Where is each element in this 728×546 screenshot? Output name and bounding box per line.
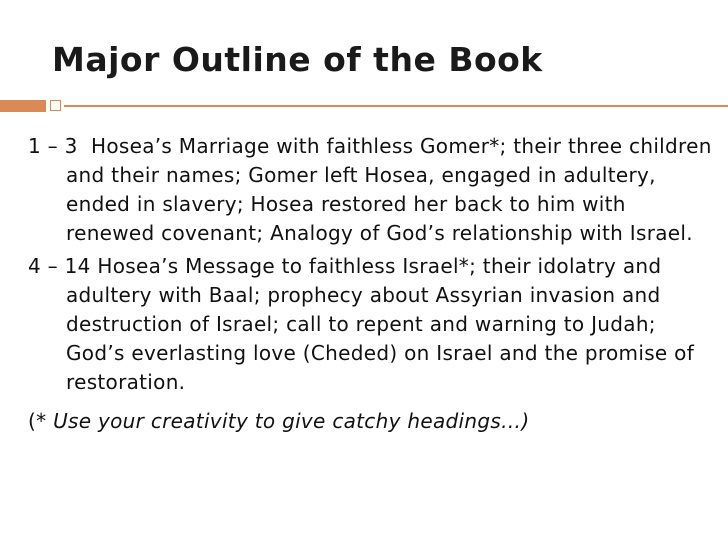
divider-line xyxy=(64,105,728,107)
outline-item-text: Hosea’s Message to faithless Israel*; their idolatry and adultery with Baal; prophecy about Assyrian invasion and destruction of Israel; call to repent and warning to Judah; God’s everlasting love (Cheded) on Israel and the promise of restoration. xyxy=(66,254,695,394)
outline-item-text: Hosea’s Marriage with faithless Gomer*; their three children and their names; Gomer left Hosea, engaged in adultery, ended in slavery; Hosea restored her back to him with renewed covenant; Analogy of God’s relationship with Israel. xyxy=(66,134,712,245)
chapter-range: 1 – 3 xyxy=(28,134,78,158)
divider-accent-square xyxy=(50,100,61,111)
footnote-prefix: (* xyxy=(28,409,47,433)
slide-title: Major Outline of the Book xyxy=(52,40,543,79)
chapter-range: 4 – 14 xyxy=(28,254,91,278)
divider-accent-block xyxy=(0,100,46,112)
footnote-text: Use your creativity to give catchy headings…) xyxy=(53,409,530,433)
slide-body xyxy=(28,132,718,456)
outline-item-chapters-4-14 xyxy=(28,252,718,397)
footnote xyxy=(28,407,718,436)
title-divider xyxy=(0,100,728,112)
outline-item-chapters-1-3 xyxy=(28,132,718,248)
